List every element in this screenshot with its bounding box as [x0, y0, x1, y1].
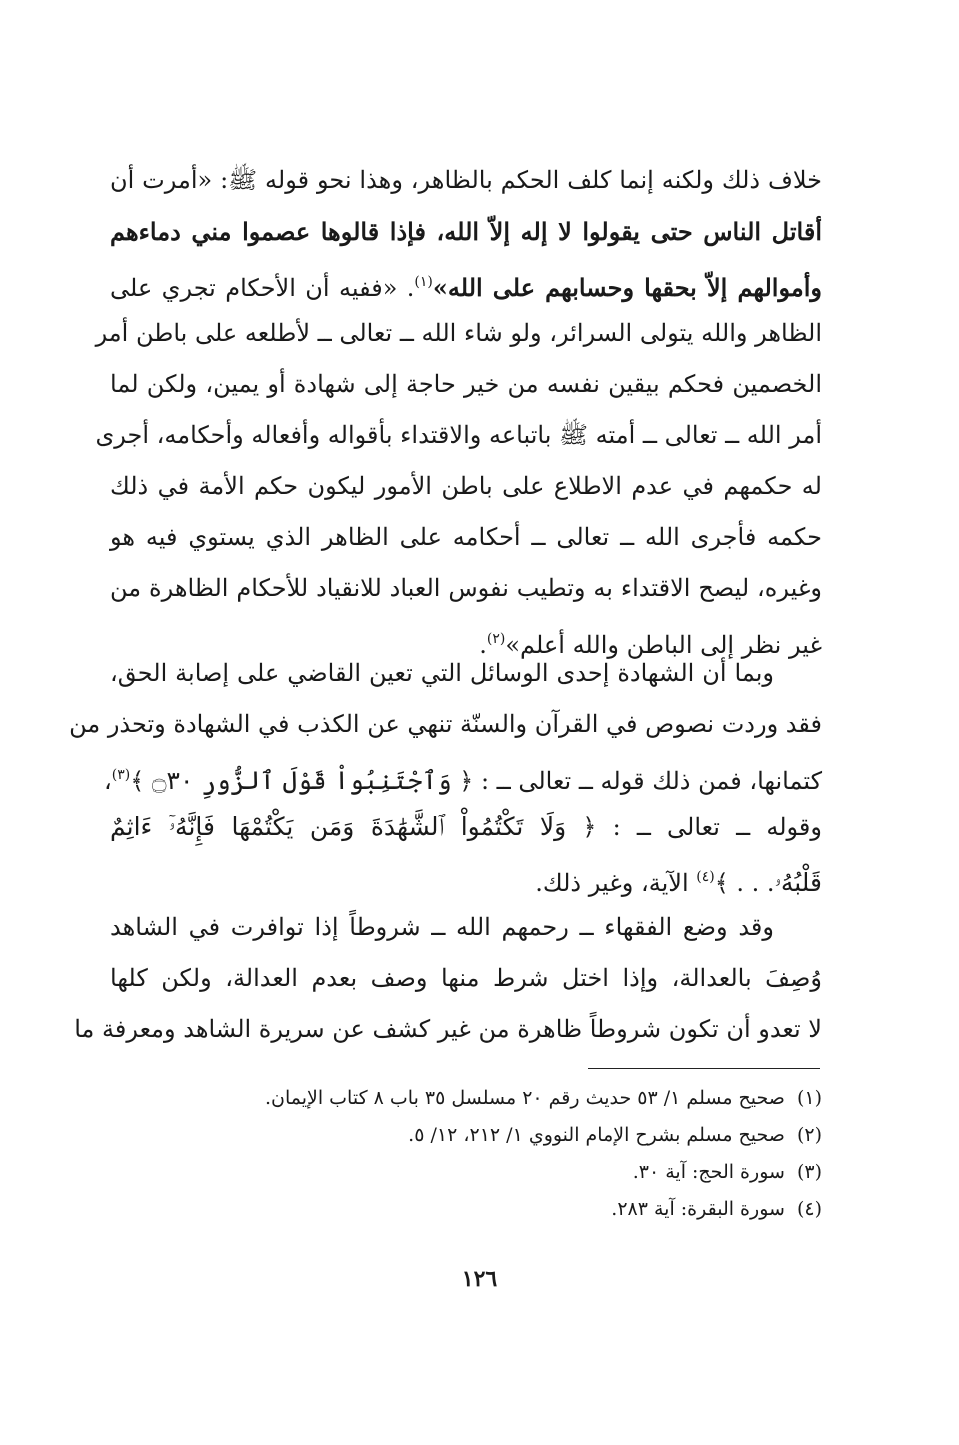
- footnote-text: سورة البقرة: آية ٢٨٣.: [611, 1198, 785, 1220]
- quran-verse: قَلْبُهُۥ: [774, 868, 822, 897]
- text-span: لا تعدو أن تكون شروطاً ظاهرة من غير كشف عن سريرة الشاهد ومعرفة ما: [74, 1015, 822, 1043]
- footnote-4: [110, 1191, 822, 1228]
- footnote-text: صحيح مسلم بشرح الإمام النووي ١/ ٢١٢، ١٢/ ٥.: [408, 1124, 785, 1146]
- text-line: [110, 648, 822, 699]
- footnote-reference: (٣): [111, 767, 131, 783]
- text-span: وغيره، ليصح الاقتداء به وتطيب نفوس العباد للانقياد للأحكام الظاهرة من: [110, 574, 822, 602]
- text-span: وقوله ــ تعالى ــ : ﴿: [566, 813, 822, 841]
- footnote-number: (٣): [796, 1161, 822, 1183]
- text-line: [95, 410, 822, 461]
- text-span: وُصِفَ بالعدالة، وإذا اختل شرط منها وصف بعدم العدالة، ولكن كلها: [110, 964, 822, 992]
- text-span: الخصمين فحكم بيقين نفسه من خير حاجة إلى شهادة أو يمين، ولكن لما: [110, 370, 822, 398]
- text-line: [110, 206, 822, 257]
- quran-verse: وَلَا تَكْتُمُواْ ٱلشَّهَٰدَةَ وَمَن يَكْتُمْهَا فَإِنَّهُۥٓ ءَاثِمٌ: [110, 812, 567, 841]
- paragraph-2: [69, 648, 822, 903]
- text-span: وبما أن الشهادة إحدى الوسائل التي تعين القاضي على إصابة الحق،: [110, 659, 774, 687]
- footnote-text: صحيح مسلم ١/ ٥٣ حديث رقم ٢٠ مسلسل ٣٥ باب ٨ كتاب الإيمان.: [264, 1087, 785, 1109]
- footnote-reference: (١): [414, 274, 433, 290]
- text-line: [110, 257, 822, 308]
- text-span: أمر الله ــ تعالى ــ أمته ﷺ باتباعه والاقتداء بأقواله وأفعاله وأحكامه، أجرى: [95, 421, 822, 449]
- text-span: وقد وضع الفقهاء ــ رحمهم الله ــ شروطاً إذا توافرت في الشاهد: [110, 913, 774, 941]
- text-line: [110, 563, 822, 614]
- text-line: [110, 852, 822, 903]
- text-line: [69, 699, 822, 750]
- text-span: حكمه فأجرى الله ــ تعالى ــ أحكامه على الظاهر الذي يستوي فيه هو: [110, 523, 822, 551]
- text-span: الظاهر والله يتولى السرائر، ولو شاء الله ــ تعالى ــ لأطلعه على باطن أمر: [95, 319, 822, 347]
- paragraph-3: [74, 902, 822, 1055]
- footnote-number: (١): [796, 1087, 822, 1109]
- text-span: . . . ﴾: [714, 869, 775, 897]
- text-span: ،: [103, 767, 112, 795]
- footnote-number: (٢): [796, 1124, 822, 1146]
- text-span: غير نظر إلى الباطن والله أعلم»: [505, 631, 822, 659]
- footnote-reference: (٤): [696, 869, 715, 885]
- text-span: كتمانها، فمن ذلك قوله ــ تعالى ــ : ﴿: [451, 767, 822, 795]
- text-span: ﴾: [130, 767, 152, 795]
- hadith-quote: أقاتل الناس حتى يقولوا لا إله إلاّ الله، فإذا قالوها عصموا مني دماءهم: [110, 217, 822, 246]
- text-line: [110, 461, 822, 512]
- text-line: [110, 953, 822, 1004]
- text-line: [110, 902, 822, 953]
- text-span: الآية، وغير ذلك.: [535, 869, 697, 897]
- text-line: [110, 155, 822, 206]
- footnote-1: [110, 1080, 822, 1117]
- paragraph-1: [95, 155, 822, 665]
- text-line: [103, 750, 822, 801]
- text-span: فقد وردت نصوص في القرآن والسنّة تنهي عن الكذب في الشهادة وتحذر من: [69, 710, 822, 738]
- page-number: ١٢٦: [461, 1266, 498, 1292]
- text-line: [110, 801, 822, 852]
- text-span: له حكمهم في عدم الاطلاع على باطن الأمور ليكون حكم الأمة في ذلك: [110, 472, 822, 500]
- text-line: [110, 512, 822, 563]
- footnote-2: [110, 1117, 822, 1154]
- footnote-separator: [588, 1068, 820, 1069]
- hadith-quote: وأموالهم إلاّ بحقها وحسابهم على الله»: [432, 273, 822, 302]
- footnote-3: [110, 1154, 822, 1191]
- text-line: [110, 359, 822, 410]
- text-line: [74, 1004, 822, 1055]
- text-line: [95, 308, 822, 359]
- quran-verse: وَٱجْتَنِبُواْ قَوْلَ ٱلزُّورِ ۝٣٠: [151, 766, 452, 795]
- text-span: . «ففيه أن الأحكام تجري على: [110, 274, 415, 302]
- text-span: .: [479, 631, 487, 659]
- footnote-reference: (٢): [486, 631, 506, 647]
- footnote-text: سورة الحج: آية ٣٠.: [632, 1161, 785, 1183]
- footnotes: [110, 1080, 822, 1228]
- text-span: خلاف ذلك ولكنه إنما كلف الحكم بالظاهر، وهذا نحو قوله ﷺ: «أمرت أن: [110, 166, 822, 194]
- footnote-number: (٤): [796, 1198, 822, 1220]
